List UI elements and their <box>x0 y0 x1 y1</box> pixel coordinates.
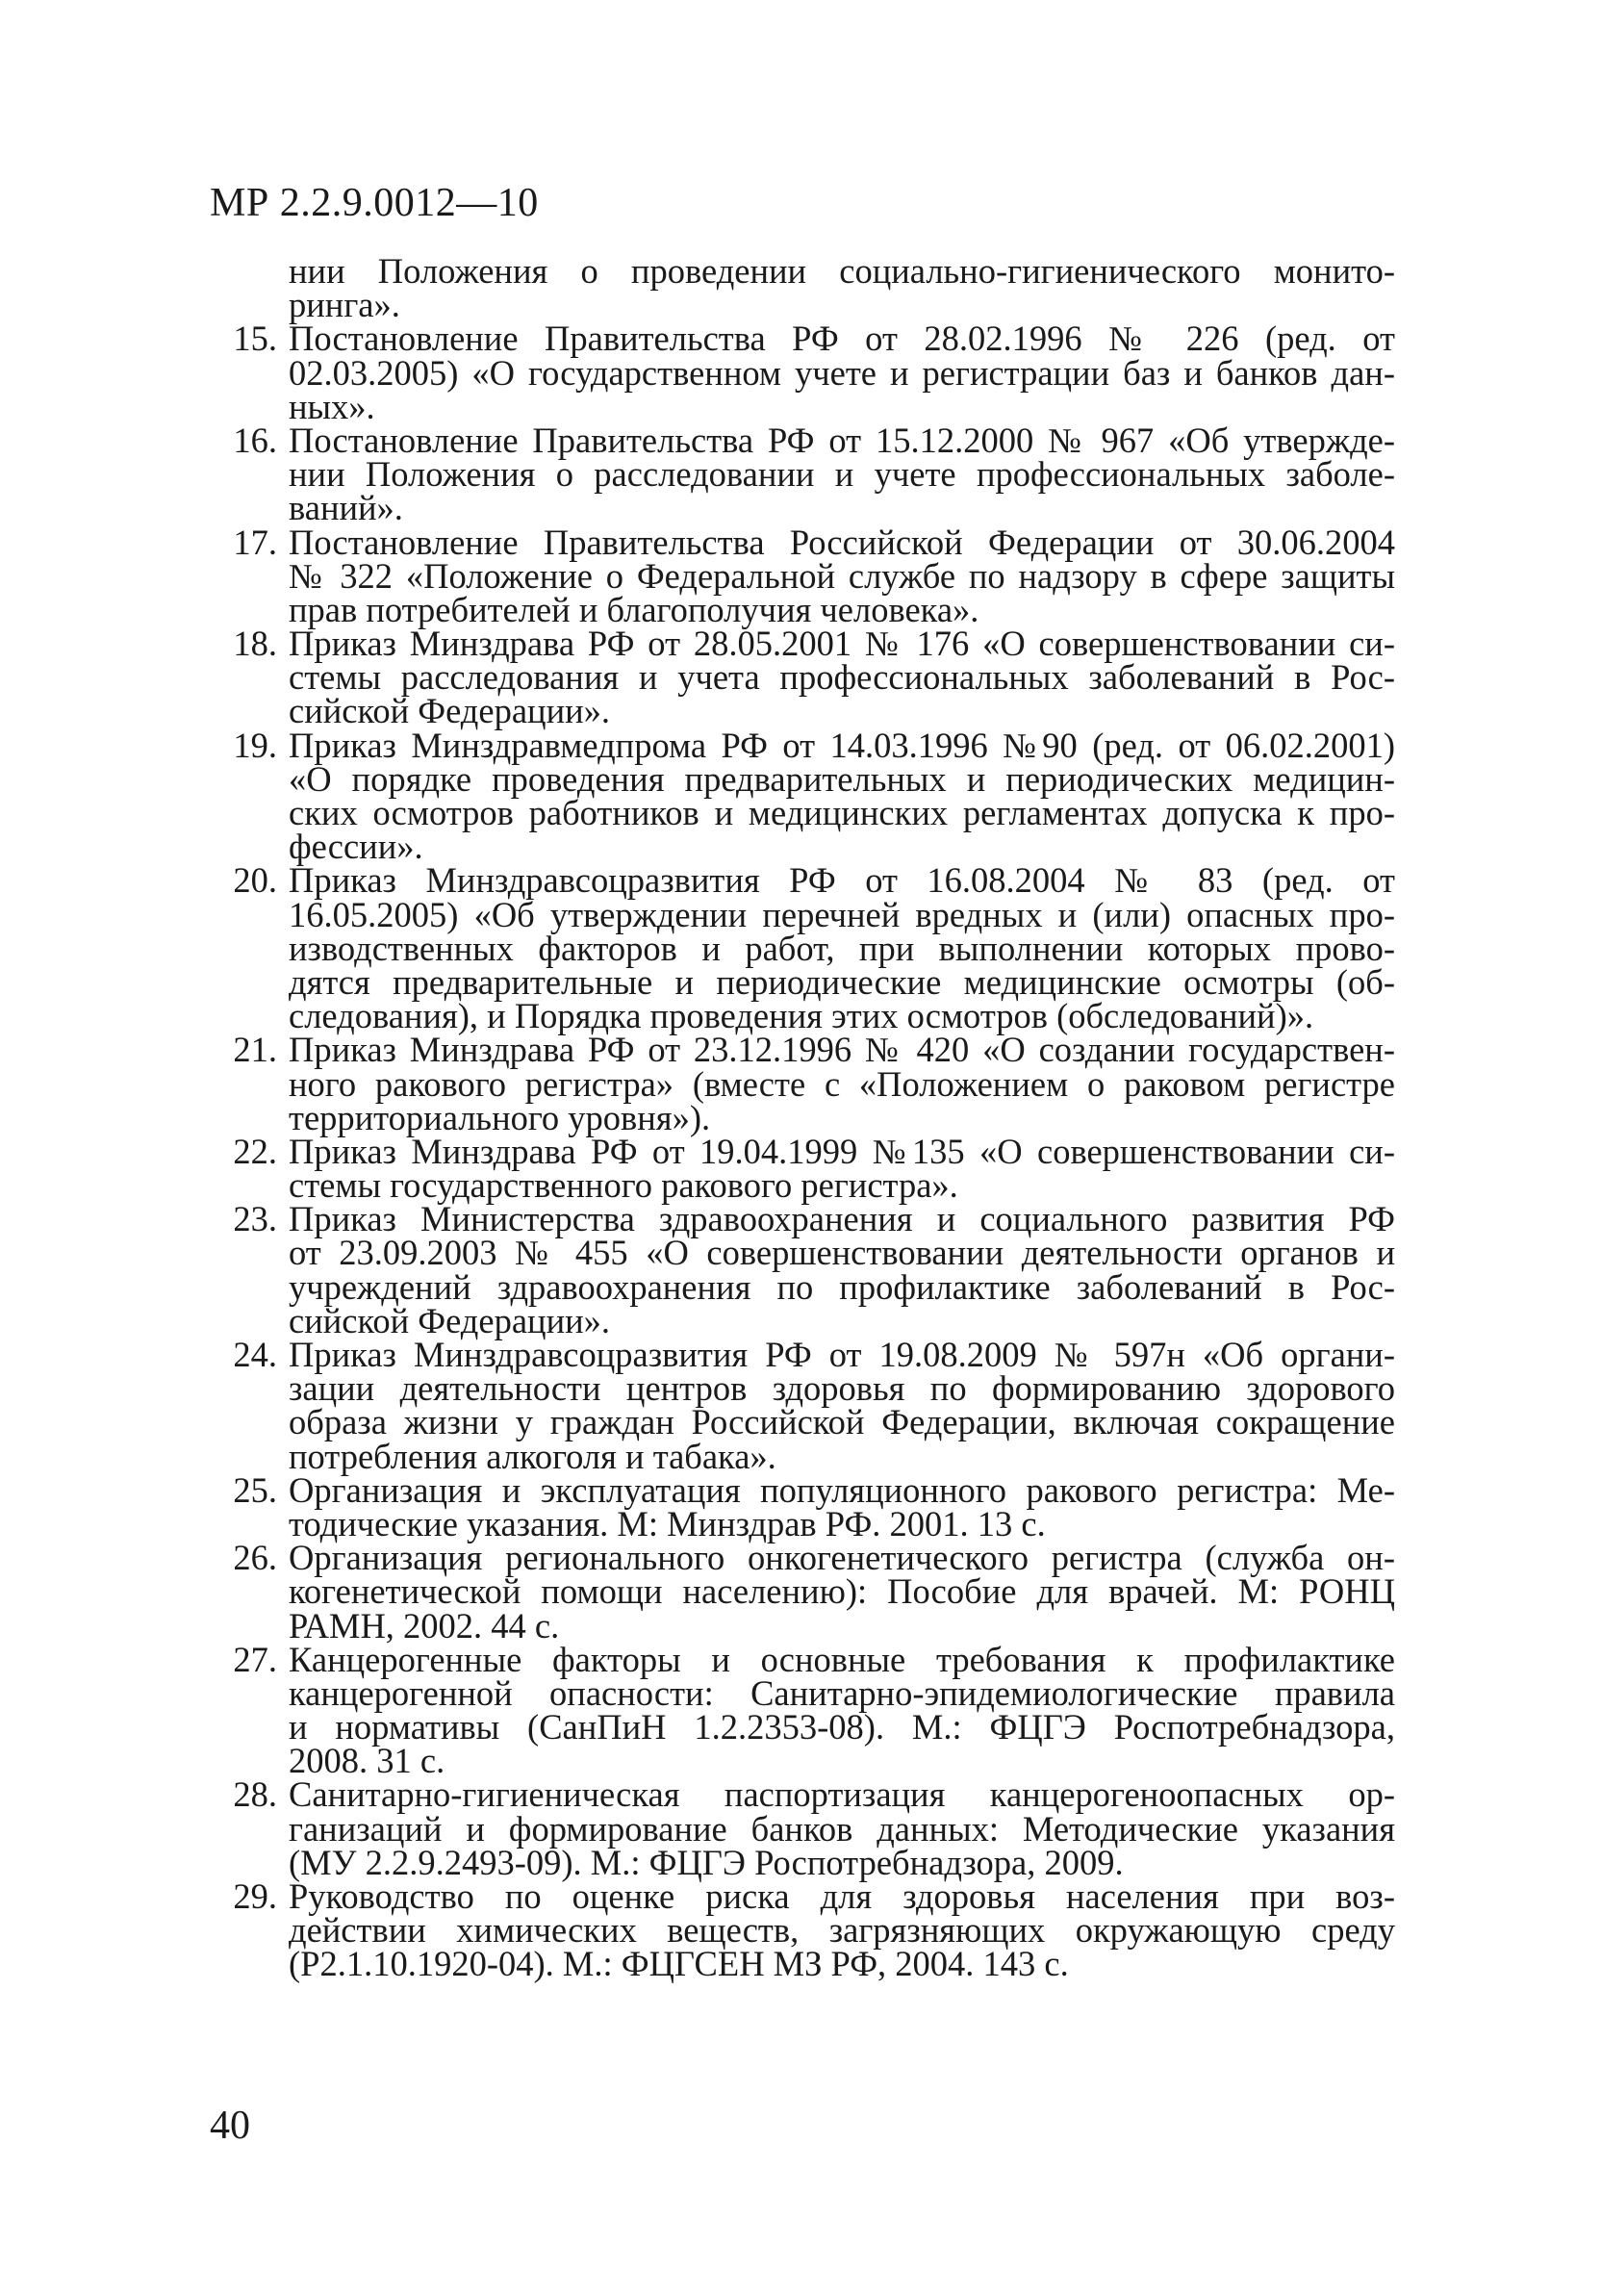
reference-line: Постановление Правительства РФ от 15.12.2000 № 967 «Об утвержде- <box>289 420 1395 460</box>
reference-line: Приказ Минздравмедпрома РФ от 14.03.1996 №90 (ред. от 06.02.2001) <box>289 725 1395 765</box>
reference-text <box>289 1199 1395 1340</box>
reference-item <box>210 420 1395 528</box>
reference-line: Руководство по оценке риска для здоровья населения при воз- <box>289 1876 1395 1916</box>
reference-item <box>210 1469 1395 1543</box>
reference-text <box>289 1538 1395 1645</box>
reference-item <box>210 251 1395 325</box>
reference-item <box>210 1774 1395 1882</box>
reference-line: Канцерогенные факторы и основные требования к профилактике <box>289 1639 1395 1679</box>
reference-text <box>289 860 1395 1036</box>
reference-line: прав потребителей и благополучия человека». <box>289 589 979 629</box>
reference-text <box>289 725 1395 867</box>
reference-item <box>210 1639 1395 1781</box>
reference-line: Приказ Минздрава РФ от 19.04.1999 №135 «О совершенствовании си- <box>289 1131 1395 1171</box>
reference-text <box>289 1876 1395 1984</box>
reference-line: нии Положения о проведении социально-гигиенического монито- <box>289 251 1395 291</box>
reference-number: 25. <box>233 1469 277 1510</box>
reference-line: ных». <box>289 386 375 426</box>
reference-line: канцерогенной опасности: Санитарно-эпидемиологические правила <box>289 1672 1395 1713</box>
reference-item <box>210 1131 1395 1206</box>
reference-line: от 23.09.2003 № 455 «О совершенствовании деятельности органов и <box>289 1233 1395 1273</box>
reference-number: 23. <box>233 1199 277 1239</box>
reference-line: Приказ Минздравсоцразвития РФ от 16.08.2004 № 83 (ред. от <box>289 860 1395 901</box>
reference-line: потребления алкоголя и табака». <box>289 1436 776 1476</box>
reference-line: учреждений здравоохранения по профилактике заболеваний в Рос- <box>289 1266 1395 1307</box>
reference-line: изводственных факторов и работ, при выполнении которых прово- <box>289 928 1395 968</box>
reference-line: и нормативы (СанПиН 1.2.2353-08). М.: ФЦГЭ Роспотребнадзора, <box>289 1707 1395 1748</box>
reference-line: сийской Федерации». <box>289 691 611 731</box>
reference-line: (МУ 2.2.9.2493-09). М.: ФЦГЭ Роспотребнадзора, 2009. <box>289 1842 1124 1882</box>
reference-item <box>210 1199 1395 1340</box>
reference-number: 19. <box>233 725 277 765</box>
reference-line: ного ракового регистра» (вместе с «Положением о раковом регистре <box>289 1063 1395 1104</box>
reference-item <box>210 319 1395 426</box>
reference-line: зации деятельности центров здоровья по формированию здорового <box>289 1368 1395 1409</box>
reference-item <box>210 522 1395 629</box>
reference-number: 15. <box>233 319 277 359</box>
reference-line: Приказ Минздравсоцразвития РФ от 19.08.2009 № 597н «Об органи- <box>289 1335 1395 1374</box>
reference-line: действии химических веществ, загрязняющих окружающую среду <box>289 1910 1395 1951</box>
reference-number: 29. <box>233 1876 277 1916</box>
reference-line: РАМН, 2002. 44 с. <box>289 1605 560 1645</box>
reference-number: 22. <box>233 1131 277 1171</box>
reference-text <box>289 420 1395 528</box>
reference-line: следования), и Порядка проведения этих осмотров (обследований)». <box>289 996 1314 1036</box>
reference-item <box>210 1030 1395 1137</box>
reference-number: 17. <box>233 522 277 562</box>
reference-line: тодические указания. М: Минздрав РФ. 2001. 13 с. <box>289 1503 1046 1543</box>
reference-line: 02.03.2005) «О государственном учете и регистрации баз и банков дан- <box>289 352 1395 393</box>
reference-text <box>289 1774 1395 1882</box>
reference-line: стемы государственного ракового регистра». <box>289 1165 958 1206</box>
reference-line: Организация и эксплуатация популяционного ракового регистра: Ме- <box>289 1469 1395 1510</box>
reference-item <box>210 1876 1395 1984</box>
reference-line: ваний». <box>289 488 403 528</box>
reference-text <box>289 1030 1395 1137</box>
reference-line: «О порядке проведения предварительных и периодических медицин- <box>289 758 1395 799</box>
reference-line: Санитарно-гигиеническая паспортизация канцерогеноопасных ор- <box>289 1774 1395 1815</box>
reference-item <box>210 1335 1395 1476</box>
reference-line: нии Положения о расследовании и учете профессиональных заболе- <box>289 454 1395 495</box>
reference-text <box>289 522 1395 629</box>
reference-line: когенетической помощи населению): Пособие для врачей. М: РОНЦ <box>289 1571 1395 1612</box>
reference-number: 28. <box>233 1774 277 1815</box>
reference-line: № 322 «Положение о Федеральной службе по надзору в сфере защиты <box>289 555 1395 596</box>
reference-number: 20. <box>233 860 277 901</box>
reference-item <box>210 725 1395 867</box>
reference-number: 18. <box>233 624 277 664</box>
reference-line: ринга». <box>289 285 400 325</box>
reference-text <box>289 1335 1395 1476</box>
reference-line: Приказ Минздрава РФ от 23.12.1996 № 420 «О создании государствен- <box>289 1030 1395 1070</box>
reference-line: стемы расследования и учета профессиональных заболеваний в Рос- <box>289 657 1395 698</box>
reference-item <box>210 860 1395 1036</box>
reference-text <box>289 624 1395 731</box>
reference-text <box>289 1639 1395 1781</box>
reference-line: территориального уровня»). <box>289 1097 711 1137</box>
page-number: 40 <box>210 2104 250 2148</box>
reference-number: 21. <box>233 1030 277 1070</box>
reference-line: Постановление Правительства РФ от 28.02.1996 № 226 (ред. от <box>289 319 1395 359</box>
reference-line: (Р2.1.10.1920-04). М.: ФЦГСЕН МЗ РФ, 2004. 143 с. <box>289 1944 1069 1984</box>
reference-item <box>210 1538 1395 1645</box>
reference-number: 26. <box>233 1538 277 1578</box>
reference-line: фессии». <box>289 827 423 867</box>
reference-number: 27. <box>233 1639 277 1679</box>
reference-text <box>289 251 1395 325</box>
reference-line: 16.05.2005) «Об утверждении перечней вредных и (или) опасных про- <box>289 894 1395 934</box>
reference-line: 2008. 31 с. <box>289 1741 445 1781</box>
reference-line: Постановление Правительства Российской Федерации от 30.06.2004 <box>289 522 1395 562</box>
reference-line: дятся предварительные и периодические медицинские осмотры (об- <box>289 961 1395 1002</box>
reference-number: 24. <box>233 1335 277 1374</box>
reference-text <box>289 1131 1395 1206</box>
reference-line: Приказ Министерства здравоохранения и социального развития РФ <box>289 1199 1395 1239</box>
reference-line: ганизаций и формирование банков данных: Методические указания <box>289 1808 1395 1849</box>
reference-list <box>210 251 1395 1984</box>
reference-text <box>289 1469 1395 1543</box>
reference-text <box>289 319 1395 426</box>
reference-line: ских осмотров работников и медицинских регламентах допуска к про- <box>289 793 1395 832</box>
document-code-header: МР 2.2.9.0012—10 <box>210 181 539 225</box>
reference-line: образа жизни у граждан Российской Федерации, включая сокращение <box>289 1402 1395 1442</box>
reference-number: 16. <box>233 420 277 460</box>
reference-line: Приказ Минздрава РФ от 28.05.2001 № 176 «О совершенствовании си- <box>289 624 1395 664</box>
reference-line: сийской Федерации». <box>289 1300 611 1340</box>
reference-item <box>210 624 1395 731</box>
reference-line: Организация регионального онкогенетического регистра (служба он- <box>289 1538 1395 1578</box>
